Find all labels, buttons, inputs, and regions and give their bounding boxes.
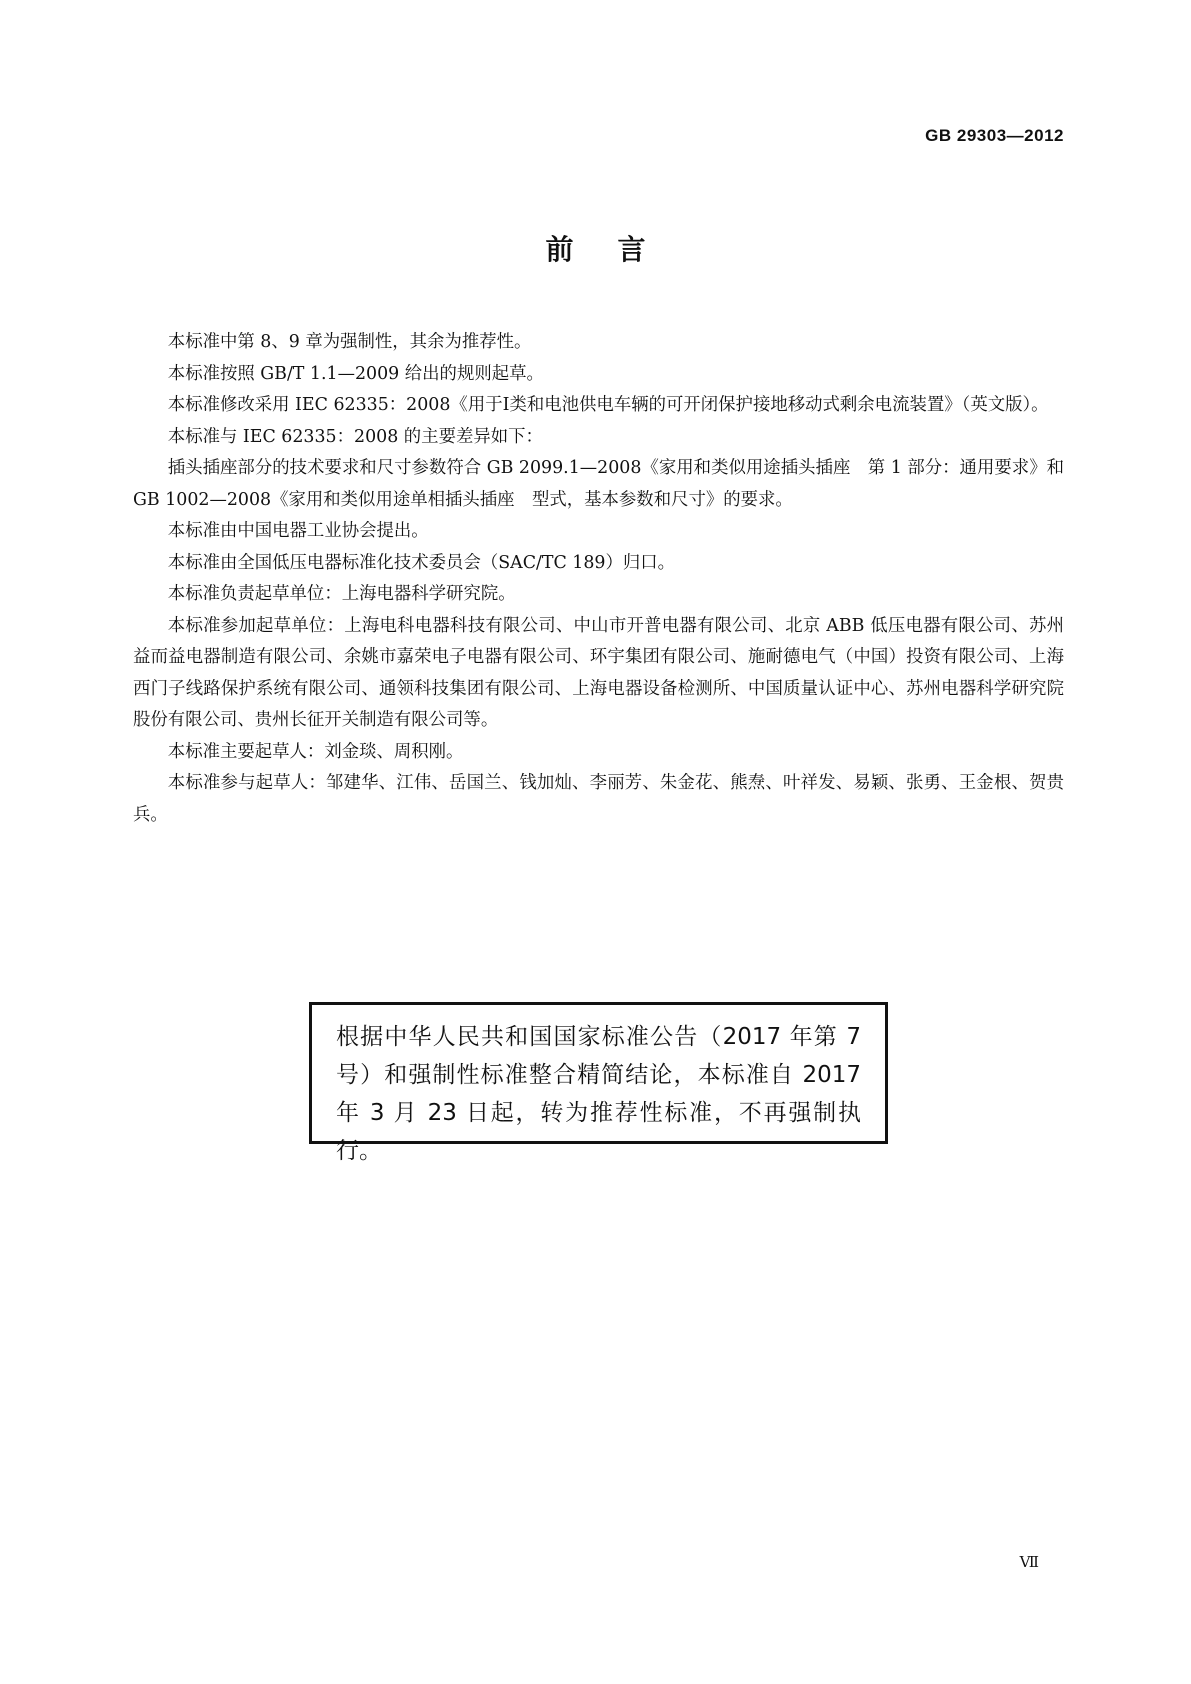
paragraph-drafting-rules: 本标准按照 GB/T 1.1—2009 给出的规则起草。 bbox=[167, 363, 544, 384]
mandatory-status-notice: 根据中华人民共和国国家标准公告（2017 年第 7 号）和强制性标准整合精简结论，本标准自 2017 年 3 月 23 日起，转为推荐性标准，不再强制执行。 bbox=[309, 1002, 888, 1144]
paragraph-centralized-by: 本标准由全国低压电器标准化技术委员会（SAC/TC 189）归口。 bbox=[167, 552, 676, 573]
paragraph-responsible-drafter: 本标准负责起草单位：上海电器科学研究院。 bbox=[167, 584, 516, 604]
page-title: 前言 bbox=[545, 233, 690, 266]
foreword-body bbox=[133, 327, 1064, 831]
paragraph-main-drafters: 本标准主要起草人：刘金琰、周积刚。 bbox=[167, 741, 464, 762]
paragraph-mandatory-chapters: 本标准中第 8、9 章为强制性，其余为推荐性。 bbox=[167, 332, 532, 352]
page-number: Ⅶ bbox=[1019, 1553, 1039, 1571]
paragraph-adopted-standard: 本标准修改采用 IEC 62335：2008《用于Ⅰ类和电池供电车辆的可开闭保护接地移动式剩余电流装置》（英文版）。 bbox=[167, 395, 1049, 415]
paragraph-proposed-by: 本标准由中国电器工业协会提出。 bbox=[167, 521, 429, 541]
paragraph-differences-intro: 本标准与 IEC 62335：2008 的主要差异如下： bbox=[167, 426, 543, 447]
paragraph-participating-drafters: 本标准参加起草单位：上海电科电器科技有限公司、中山市开普电器有限公司、北京 ABB 低压电器有限公司、苏州益而益电器制造有限公司、余姚市嘉荣电子电器有限公司、环宇集团有限公司、施耐德电气（中国）投资有限公司、上海西门子线路保护系统有限公司、通领科技集团有限公司、上海电器设备检测所、中国质量认证中心、苏州电器科学研究院股份有限公司、贵州长征开关制造有限公司等。 bbox=[133, 615, 1064, 730]
paragraph-contributing-drafters: 本标准参与起草人：邹建华、江伟、岳国兰、钱加灿、李丽芳、朱金花、熊焘、叶祥发、易颖、张勇、王金根、贺贵兵。 bbox=[133, 773, 1064, 825]
standard-code: GB 29303—2012 bbox=[925, 126, 1064, 145]
paragraph-plug-socket-requirements: 插头插座部分的技术要求和尺寸参数符合 GB 2099.1—2008《家用和类似用途插头插座 第 1 部分：通用要求》和 GB 1002—2008《家用和类似用途单相插头插座 型式，基本参数和尺寸》的要求。 bbox=[133, 458, 1064, 510]
